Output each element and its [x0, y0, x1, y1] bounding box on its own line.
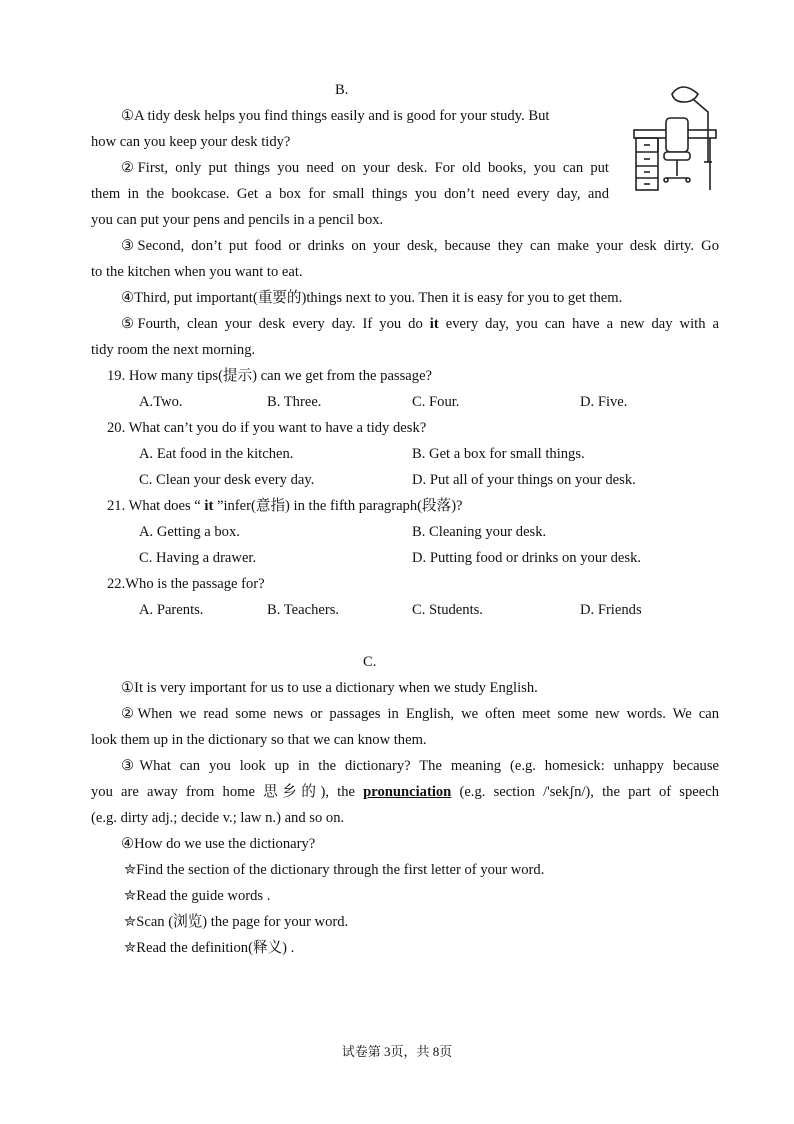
- step-item: ✮Scan (浏览) the page for your word.: [124, 914, 349, 930]
- para-b3-line1: ③Second, don’t put food or drinks on your desk, because they can make your desk dirty. Go: [121, 238, 719, 254]
- step-item: ✮Read the definition(释义) .: [124, 940, 295, 956]
- q19-option-d: D. Five.: [580, 394, 628, 410]
- section-b-heading: B.: [335, 82, 349, 98]
- q19-option-a: A.Two.: [139, 394, 183, 410]
- q20-option-d: D. Put all of your things on your desk.: [412, 472, 636, 488]
- question-19-stem: 19. How many tips(提示) can we get from the passage?: [107, 368, 433, 384]
- question-21-stem: 21. What does “ it ”infer(意指) in the fifth paragraph(段落)?: [107, 498, 463, 514]
- q22-option-d: D. Friends: [580, 602, 642, 618]
- para-b2-line1: ②First, only put things you need on your desk. For old books, you can put: [121, 160, 609, 176]
- page-footer: 试卷第 3页，共 8页: [341, 1044, 453, 1059]
- para-b2-line3: you can put your pens and pencils in a pencil box.: [91, 212, 384, 228]
- question-20-stem: 20. What can’t you do if you want to have a tidy desk?: [107, 420, 427, 436]
- q22-option-b: B. Teachers.: [267, 602, 340, 618]
- q22-option-a: A. Parents.: [139, 602, 204, 618]
- para-b3-line2: to the kitchen when you want to eat.: [91, 264, 303, 280]
- q20-option-a: A. Eat food in the kitchen.: [139, 446, 294, 462]
- para-c3-line3: (e.g. dirty adj.; decide v.; law n.) and so on.: [91, 810, 345, 826]
- q21-option-d: D. Putting food or drinks on your desk.: [412, 550, 642, 566]
- para-c2-line2: look them up in the dictionary so that we can know them.: [91, 732, 427, 748]
- pronunciation-term: pronunciation: [363, 784, 452, 800]
- desk-illustration-icon: [622, 72, 720, 208]
- para-b1-line1: ①A tidy desk helps you find things easily and is good for your study. But: [121, 108, 550, 124]
- para-b5-line2: tidy room the next morning.: [91, 342, 256, 358]
- para-b1-line2: how can you keep your desk tidy?: [91, 134, 291, 150]
- para-c3-line2: you are away from home 思乡的), the pronunciation (e.g. section /'sekʃn/), the part of speech: [91, 784, 719, 800]
- q20-option-b: B. Get a box for small things.: [412, 446, 585, 462]
- q21-option-c: C. Having a drawer.: [139, 550, 257, 566]
- section-c-heading: C.: [363, 654, 377, 670]
- step-item: ✮Find the section of the dictionary through the first letter of your word.: [124, 862, 545, 878]
- q21-option-a: A. Getting a box.: [139, 524, 240, 540]
- q22-option-c: C. Students.: [412, 602, 483, 618]
- emphasized-it: it: [204, 498, 214, 514]
- emphasized-it: it: [429, 316, 439, 332]
- q21-option-b: B. Cleaning your desk.: [412, 524, 547, 540]
- q20-option-c: C. Clean your desk every day.: [139, 472, 315, 488]
- step-item: ✮Read the guide words .: [124, 888, 271, 904]
- q19-option-c: C. Four.: [412, 394, 460, 410]
- para-c2-line1: ②When we read some news or passages in English, we often meet some new words. We can: [121, 706, 719, 722]
- para-c1: ①It is very important for us to use a dictionary when we study English.: [121, 680, 538, 696]
- para-b4-line1: ④Third, put important(重要的)things next to you. Then it is easy for you to get them.: [121, 290, 623, 306]
- q19-option-b: B. Three.: [267, 394, 322, 410]
- para-b2-line2: them in the bookcase. Get a box for small things you don’t need every day, and: [91, 186, 609, 202]
- para-c3-line1: ③What can you look up in the dictionary? The meaning (e.g. homesick: unhappy because: [121, 758, 719, 774]
- para-c4: ④How do we use the dictionary?: [121, 836, 316, 852]
- question-22-stem: 22.Who is the passage for?: [107, 576, 265, 592]
- para-b5-line1: ⑤Fourth, clean your desk every day. If you do it every day, you can have a new day with a: [121, 316, 719, 332]
